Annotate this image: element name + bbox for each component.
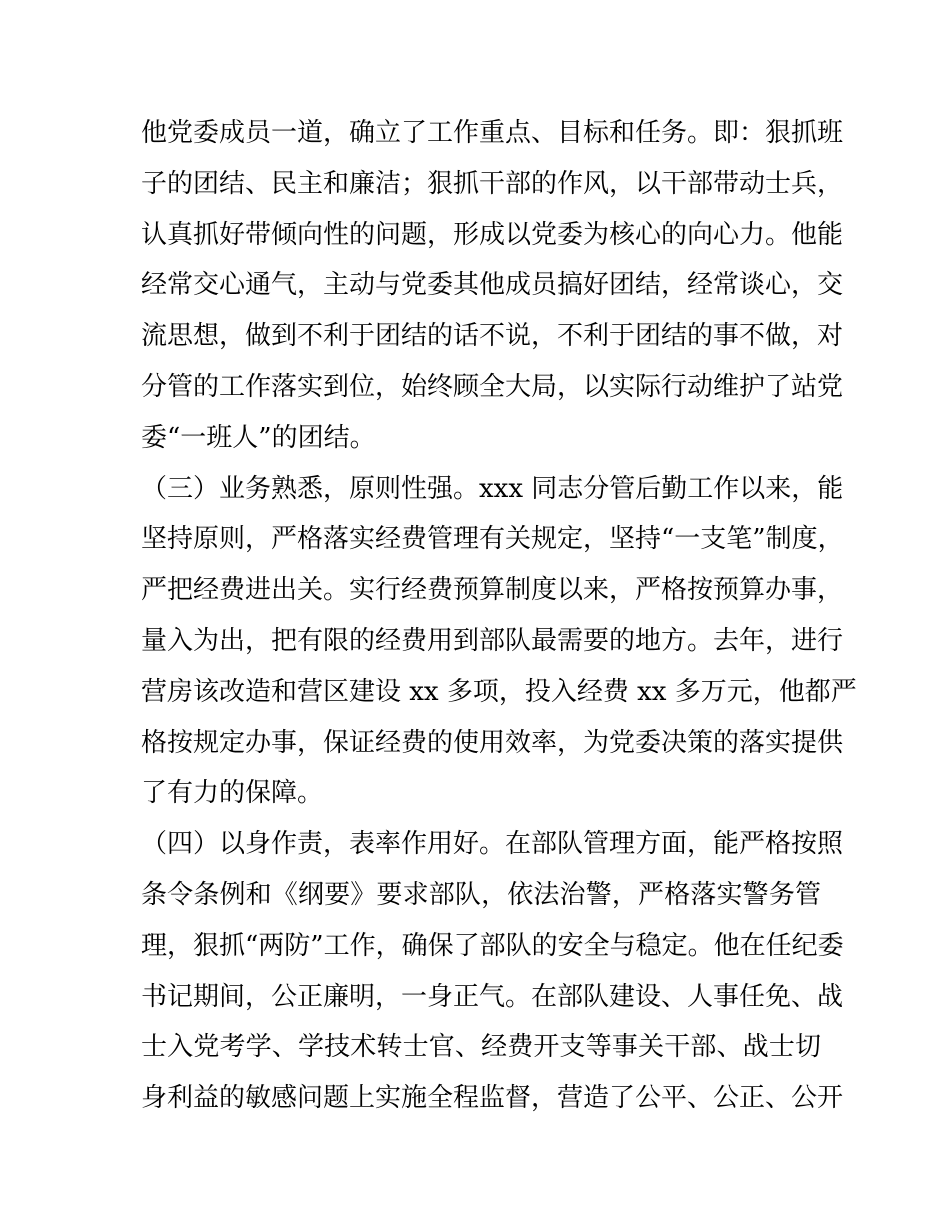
text-line: 严把经费进出关。实行经费预算制度以来，严格按预算办事，: [141, 575, 844, 606]
text-line: （四）以身作责，表率作用好。在部队管理方面，能严格按照: [141, 829, 844, 860]
text-line: 条令条例和《纲要》要求部队，依法治警，严格落实警务管: [141, 879, 821, 910]
text-line: 分管的工作落实到位，始终顾全大局，以实际行动维护了站党: [141, 371, 844, 402]
text-line: 士入党考学、学技术转士官、经费开支等事关干部、战士切: [141, 1032, 821, 1063]
text-line: 他党委成员一道，确立了工作重点、目标和任务。即：狠抓班: [141, 118, 844, 148]
text-line: 书记期间，公正廉明，一身正气。在部队建设、人事任免、战: [141, 981, 844, 1012]
text-line: 了有力的保障。: [141, 778, 324, 809]
text-line: 认真抓好带倾向性的问题，形成以党委为核心的向心力。他能: [141, 219, 844, 250]
text-line: 流思想，做到不利于团结的话不说，不利于团结的事不做，对: [141, 321, 844, 352]
text-line: 坚持原则，严格落实经费管理有关规定，坚持“一支笔”制度，: [141, 524, 844, 555]
text-line: 经常交心通气，主动与党委其他成员搞好团结，经常谈心，交: [141, 270, 844, 301]
text-line: 身利益的敏感问题上实施全程监督，营造了公平、公正、公开: [141, 1083, 844, 1114]
text-line: 量入为出，把有限的经费用到部队最需要的地方。去年，进行: [141, 625, 844, 656]
text-line: 理，狠抓“两防”工作，确保了部队的安全与稳定。他在任纪委: [141, 930, 844, 961]
text-line: 子的团结、民主和廉洁；狠抓干部的作风，以干部带动士兵，: [141, 168, 844, 199]
body-text: [141, 108, 857, 1124]
text-line: 格按规定办事，保证经费的使用效率，为党委决策的落实提供: [141, 727, 844, 758]
text-line: 委“一班人”的团结。: [141, 422, 376, 453]
text-line: （三）业务熟悉，原则性强。xxx 同志分管后勤工作以来，能: [141, 473, 844, 504]
text-line: 营房该改造和营区建设 xx 多项，投入经费 xx 多万元，他都严: [141, 676, 857, 707]
